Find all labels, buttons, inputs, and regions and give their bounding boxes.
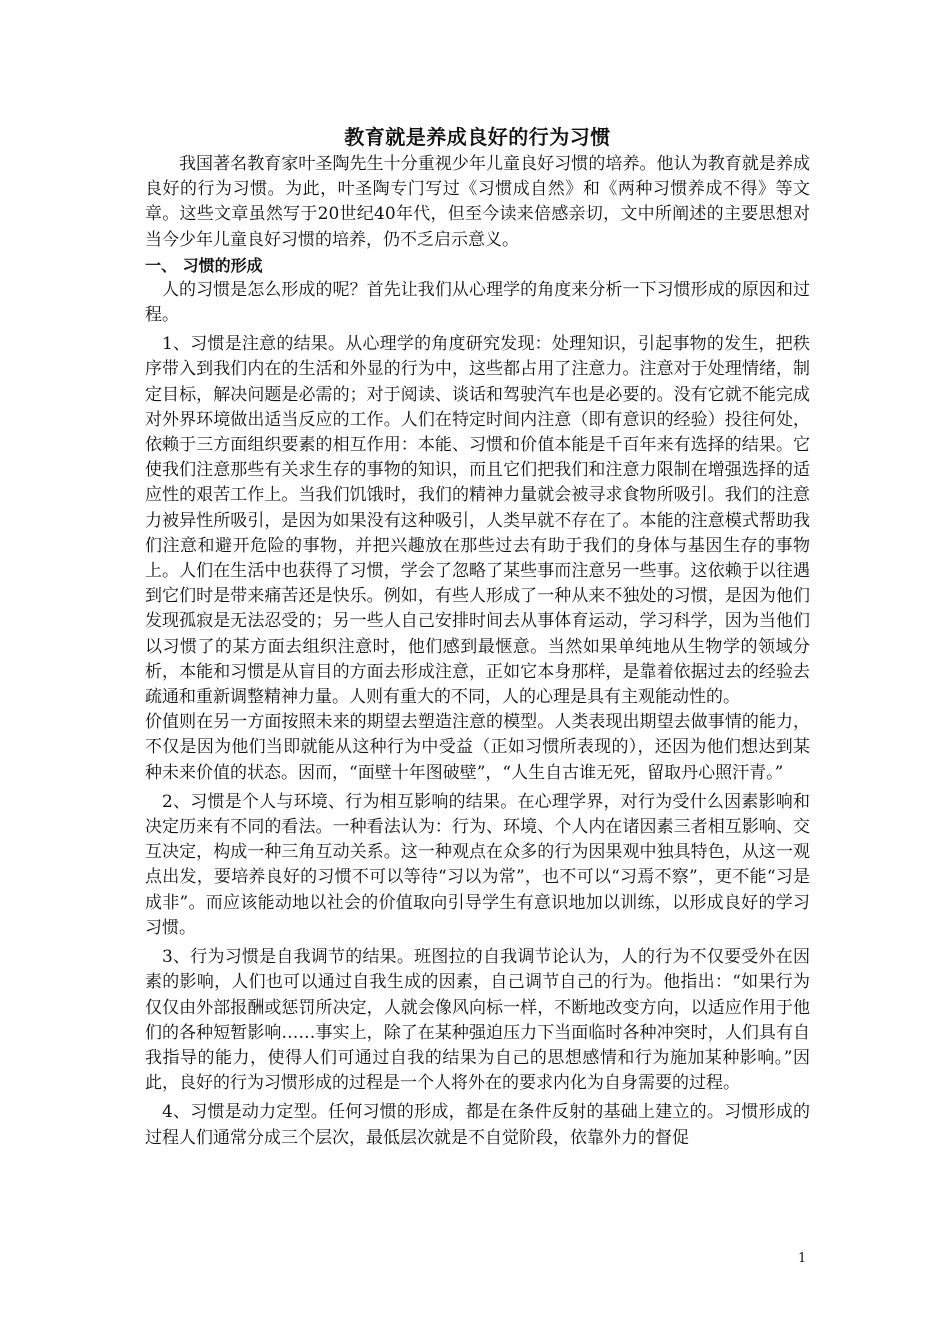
point-1-paragraph: 1、习惯是注意的结果。从心理学的角度研究发现：处理知识，引起事物的发生，把秩序带入到我们内在的生活和外显的行为中，这些都占用了注意力。注意对于处理情绪，制定目标，解决问题是必需的；对于阅读、谈话和驾驶汽车也是必要的。没有它就不能完成对外界环境做出适当反应的工作。人们在特定时间内注意（即有意识的经验）投往何处，依赖于三方面组织要素的相互作用：本能、习惯和价值本能是千百年来有选择的结果。它使我们注意那些有关求生存的事物的知识，而且它们把我们和注意力限制在增强选择的适应性的艰苦工作上。当我们饥饿时，我们的精神力量就会被寻求食物所吸引。我们的注意力被异性所吸引，是因为如果没有这种吸引，人类早就不存在了。本能的注意模式帮助我们注意和避开危险的事物，并把兴趣放在那些过去有助于我们的身体与基因生存的事物上。人们在生活中也获得了习惯，学会了忽略了某些事而注意另一些事。这依赖于以往遇到它们时是带来痛苦还是快乐。例如，有些人形成了一种从来不独处的习惯，是因为他们发现孤寂是无法忍受的；另一些人自己安排时间去从事体育运动，学习科学，因为当他们以习惯了的某方面去组织注意时，他们感到最惬意。当然如果单纯地从生物学的领域分析，本能和习惯是从盲目的方面去形成注意，正如它本身那样，是靠着依据过去的经验去疏通和重新调整精神力量。人则有重大的不同，人的心理是具有主观能动性的。: [145, 334, 810, 708]
point-1-continued-paragraph: 价值则在另一方面按照未来的期望去塑造注意的模型。人类表现出期望去做事情的能力，不仅是因为他们当即就能从这种行为中受益（正如习惯所表现的），还因为他们想达到某种未来价值的状态。因而，“面壁十年图破壁”，“人生自古谁无死，留取丹心照汗青。”: [145, 712, 810, 783]
intro-paragraph: 我国著名教育家叶圣陶先生十分重视少年儿童良好习惯的培养。他认为教育就是养成良好的行为习惯。为此，叶圣陶专门写过《习惯成自然》和《两种习惯养成不得》等文章。这些文章虽然写于20世纪40年代，但至今读来倍感亲切，文中所阐述的主要思想对当今少年儿童良好习惯的培养，仍不乏启示意义。: [145, 154, 810, 250]
document-title: 教育就是养成良好的行为习惯: [344, 125, 611, 149]
document-page: [145, 124, 810, 1151]
section-intro-paragraph: 人的习惯是怎么形成的呢？首先让我们从心理学的角度来分析一下习惯形成的原因和过程。: [145, 279, 810, 326]
point-3-paragraph: 3、行为习惯是自我调节的结果。班图拉的自我调节论认为，人的行为不仅要受外在因素的影响，人们也可以通过自我生成的因素，自己调节自己的行为。他指出：“如果行为仅仅由外部报酬或惩罚所决定，人就会像风向标一样，不断地改变方向，以适应作用于他们的各种短暂影响……事实上，除了在某种强迫压力下当面临时各种冲突时，人们具有自我指导的能力，使得人们可通过自我的结果为自己的思想感情和行为施加某种影响。”因此，良好的行为习惯形成的过程是一个人将外在的要求内化为自身需要的过程。: [145, 947, 810, 1094]
page-number: 1: [798, 1251, 807, 1266]
section-heading: 一、 习惯的形成: [145, 255, 263, 275]
point-4-paragraph: 4、习惯是动力定型。任何习惯的形成，都是在条件反射的基础上建立的。习惯形成的过程人们通常分成三个层次，最低层次就是不自觉阶段，依靠外力的督促: [145, 1102, 810, 1148]
point-2-paragraph: 2、习惯是个人与环境、行为相互影响的结果。在心理学界，对行为受什么因素影响和决定历来有不同的看法。一种看法认为：行为、环境、个人内在诸因素三者相互影响、交互决定，构成一种三角互动关系。这一种观点在众多的行为因果观中独具特色，从这一观点出发，要培养良好的习惯不可以等待“习以为常”，也不可以“习焉不察”，更不能“习是成非”。而应该能动地以社会的价值取向引导学生有意识地加以训练，以形成良好的学习习惯。: [145, 791, 810, 938]
